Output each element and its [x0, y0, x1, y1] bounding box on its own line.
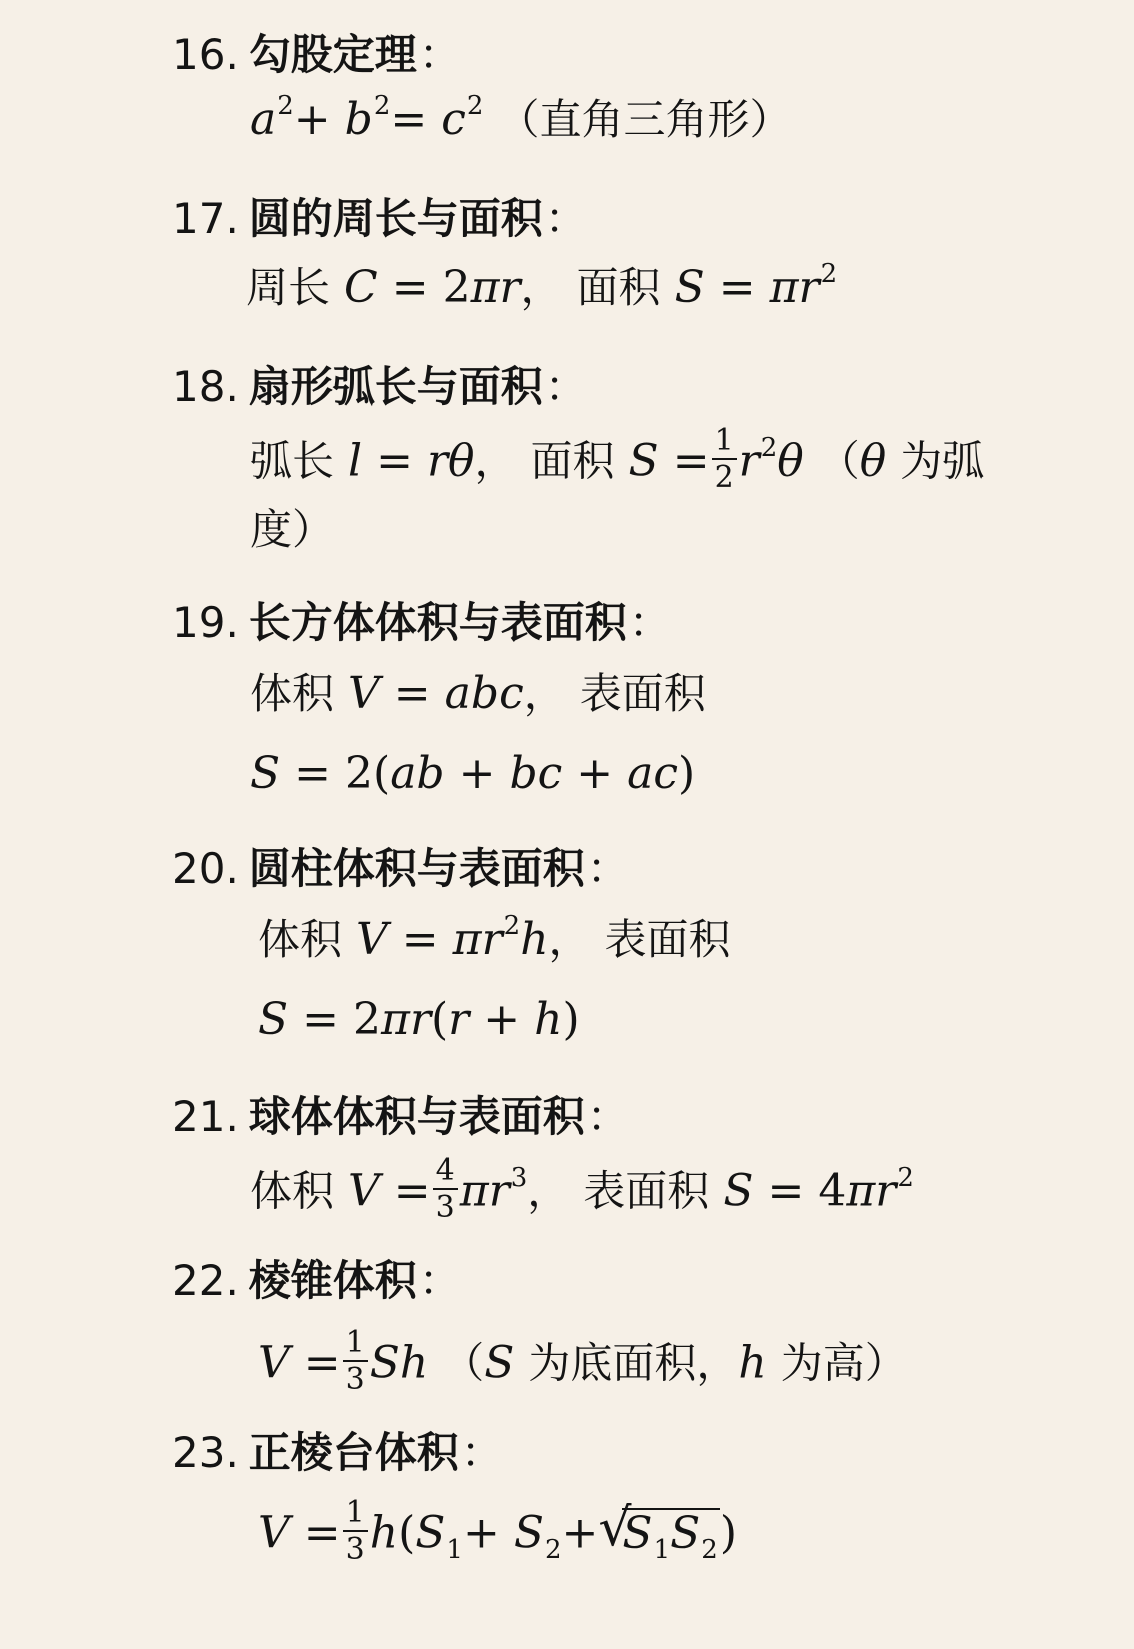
var-b: b: [344, 94, 373, 145]
var-c: c: [441, 94, 466, 145]
exponent: 2: [373, 91, 391, 121]
formula-note: 为高）: [780, 1338, 907, 1388]
item-title: 圆的周长与面积: [248, 194, 543, 243]
formula-line: [250, 1153, 914, 1227]
item-number: 21.: [172, 1092, 239, 1141]
equals-sign: =: [767, 1165, 805, 1217]
var-V: V: [258, 1337, 290, 1389]
item-number: 20.: [172, 844, 239, 893]
item-heading: [172, 194, 587, 243]
item-number: 19.: [172, 598, 239, 647]
formula-line-continued: [250, 505, 335, 554]
item-title: 圆柱体积与表面积: [248, 844, 585, 893]
var-Sh: Sh: [369, 1337, 429, 1389]
fraction-numerator: 1: [343, 1328, 368, 1362]
subscript: 2: [701, 1534, 718, 1565]
var-a: a: [250, 94, 277, 145]
formula-note: （直角三角形）: [497, 95, 792, 144]
exponent: 2: [466, 91, 484, 121]
pi-symbol: π: [846, 1165, 876, 1217]
item-title: 正棱台体积: [248, 1428, 459, 1477]
item-heading: [172, 30, 461, 79]
var-S: S: [723, 1165, 754, 1217]
paren-close: ): [719, 1507, 737, 1559]
label-perimeter: 周长: [246, 263, 331, 312]
equals-sign: =: [302, 994, 340, 1045]
label-area: 面积: [530, 436, 615, 486]
coef-open: 2(: [345, 748, 391, 799]
comma: ，: [523, 669, 566, 718]
paren-close: ): [678, 748, 696, 799]
var-r: r: [875, 1165, 897, 1217]
label-volume: 体积: [250, 1166, 335, 1216]
item-number: 23.: [172, 1428, 239, 1477]
equals-sign: =: [294, 748, 332, 799]
var-V: V: [348, 668, 380, 719]
item-colon: ：: [418, 1256, 461, 1305]
pi-symbol: π: [769, 262, 799, 313]
fraction-denominator: 3: [435, 1190, 455, 1225]
var-S: S: [258, 994, 289, 1045]
var-V: V: [348, 1165, 380, 1217]
comma: ，: [527, 1166, 570, 1216]
var-S: S: [670, 1507, 701, 1559]
var-h: h: [738, 1337, 767, 1389]
equals-sign: =: [718, 262, 756, 313]
fraction: [433, 1153, 458, 1225]
comma: ，: [520, 263, 563, 312]
pi-symbol: π: [452, 914, 482, 965]
label-surface-area: 表面积: [583, 1166, 710, 1216]
equals-sign: =: [303, 1507, 341, 1559]
equals-sign: =: [391, 262, 429, 313]
exponent: 2: [277, 91, 294, 121]
var-S: S: [250, 748, 281, 799]
coef: 2: [442, 262, 471, 313]
label-surface-area: 表面积: [579, 669, 706, 718]
var-C: C: [344, 262, 378, 313]
var-S: S: [622, 1507, 653, 1559]
formula-line: [250, 423, 985, 497]
coef: 4: [818, 1165, 847, 1217]
var-h: h: [369, 1507, 399, 1559]
label-volume: 体积: [258, 915, 343, 964]
item-heading: [172, 362, 587, 411]
var-r: r: [481, 914, 503, 965]
item-number: 22.: [172, 1256, 239, 1305]
equals-sign: =: [393, 1165, 431, 1217]
subscript: 1: [653, 1534, 671, 1565]
fraction-numerator: 1: [343, 1498, 368, 1532]
coef: 2: [353, 994, 382, 1045]
subscript: 2: [545, 1534, 562, 1565]
fraction: [343, 1495, 368, 1567]
equals-sign: =: [401, 914, 439, 965]
exponent: 3: [510, 1162, 528, 1193]
pi-symbol: π: [381, 994, 410, 1045]
var-S: S: [513, 1507, 544, 1559]
fraction-numerator: 4: [433, 1156, 458, 1190]
item-title: 勾股定理: [248, 30, 417, 79]
var-S: S: [628, 435, 659, 487]
var-ac: ac: [627, 748, 679, 799]
equals-sign: =: [376, 435, 413, 487]
item-heading: [172, 844, 629, 893]
item-heading: [172, 1428, 503, 1477]
plus-sign: +: [576, 748, 614, 799]
theta-symbol: θ: [859, 435, 887, 487]
var-S: S: [484, 1337, 515, 1389]
item-colon: ：: [460, 1428, 503, 1477]
paren-open: （: [817, 436, 860, 486]
plus-sign: +: [483, 994, 521, 1045]
theta-symbol: θ: [448, 435, 475, 487]
label-area: 面积: [576, 263, 661, 312]
var-S: S: [415, 1507, 446, 1559]
item-colon: ：: [544, 362, 587, 411]
formula-line: [258, 1495, 737, 1569]
var-bc: bc: [509, 748, 563, 799]
fraction-denominator: 3: [345, 1362, 365, 1397]
plus-sign: +: [462, 1507, 500, 1559]
item-title: 长方体体积与表面积: [248, 598, 627, 647]
equals-sign: =: [390, 94, 428, 145]
exponent: 2: [820, 259, 838, 289]
plus-sign: +: [458, 748, 496, 799]
paren-open: (: [398, 1507, 416, 1559]
var-r: r: [499, 262, 521, 313]
item-heading: [172, 598, 671, 647]
var-r: r: [448, 994, 470, 1045]
radicand: [622, 1507, 719, 1565]
equals-sign: =: [303, 1337, 341, 1389]
exponent: 2: [760, 432, 778, 463]
formula-line: [250, 91, 792, 145]
var-S: S: [674, 262, 705, 313]
equals-sign: =: [672, 435, 710, 487]
var-h: h: [534, 994, 563, 1045]
formula-note-continued: 度）: [250, 505, 335, 554]
var-h: h: [520, 914, 549, 965]
formula-line: [258, 1325, 907, 1399]
var-V: V: [258, 1507, 290, 1559]
var-ab: ab: [390, 748, 445, 799]
plus-sign: +: [561, 1507, 599, 1559]
subscript: 1: [446, 1534, 463, 1565]
label-arc-length: 弧长: [250, 436, 335, 486]
square-root: [598, 1497, 719, 1565]
var-r: r: [426, 435, 449, 487]
fraction-numerator: 1: [712, 426, 737, 460]
item-title: 球体体积与表面积: [248, 1092, 585, 1141]
var-r: r: [409, 994, 431, 1045]
item-colon: ：: [586, 844, 629, 893]
var-r: r: [488, 1165, 510, 1217]
item-colon: ：: [544, 194, 587, 243]
comma: ，: [548, 915, 591, 964]
pi-symbol: π: [459, 1165, 489, 1217]
item-heading: [172, 1092, 629, 1141]
label-surface-area: 表面积: [604, 915, 731, 964]
exponent: 2: [897, 1162, 914, 1193]
comma: ，: [474, 436, 517, 486]
item-colon: ：: [628, 598, 671, 647]
var-r: r: [738, 435, 760, 487]
item-title: 扇形弧长与面积: [248, 362, 543, 411]
var-abc: abc: [444, 668, 524, 719]
paren-close: ): [562, 994, 580, 1045]
item-title: 棱锥体积: [248, 1256, 417, 1305]
formula-line: [250, 668, 706, 719]
fraction-denominator: 3: [345, 1532, 365, 1567]
fraction: [712, 423, 737, 495]
equals-sign: =: [393, 668, 431, 719]
label-volume: 体积: [250, 669, 335, 718]
item-colon: ：: [418, 30, 461, 79]
formula-line: [250, 748, 696, 799]
item-number: 18.: [172, 362, 239, 411]
formula-note: 为底面积，: [528, 1338, 739, 1388]
fraction-denominator: 2: [714, 460, 734, 495]
item-heading: [172, 1256, 461, 1305]
formula-line: [246, 259, 838, 313]
formula-line: [258, 911, 731, 965]
theta-symbol: θ: [777, 435, 804, 487]
exponent: 2: [503, 911, 521, 941]
item-number: 17.: [172, 194, 239, 243]
paren-open: (: [431, 994, 449, 1045]
radical-sign-icon: √: [598, 1497, 632, 1558]
item-number: 16.: [172, 30, 239, 79]
paren-open: （: [442, 1338, 485, 1388]
item-colon: ：: [586, 1092, 629, 1141]
fraction: [343, 1325, 368, 1397]
formula-note: 为弧: [900, 436, 985, 486]
var-V: V: [356, 914, 388, 965]
formula-line: [258, 994, 580, 1045]
plus-sign: +: [293, 94, 331, 145]
var-l: l: [348, 435, 363, 487]
var-r: r: [798, 262, 820, 313]
pi-symbol: π: [470, 262, 500, 313]
